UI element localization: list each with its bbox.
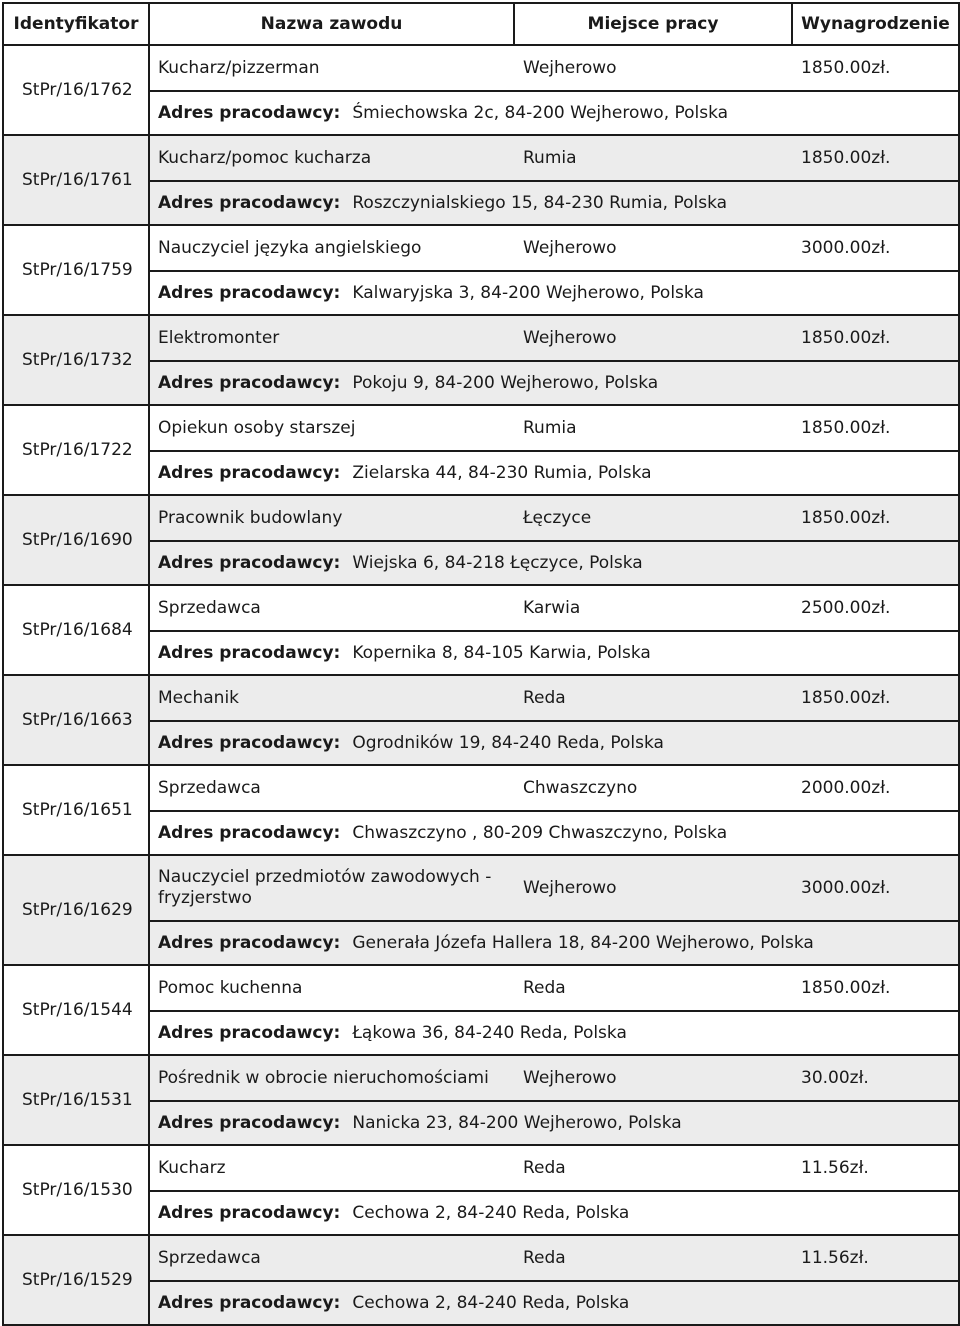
table-row — [3, 855, 959, 965]
address-label: Adres pracodawcy: — [158, 373, 341, 393]
offer-job-title: Sprzedawca — [158, 1247, 261, 1268]
offer-job-title: Sprzedawca — [158, 597, 261, 618]
offer-job-title: Pracownik budowlany — [158, 507, 343, 528]
offer-address-line — [150, 812, 958, 854]
header-id: Identyfikator — [3, 3, 149, 45]
table-row — [3, 1235, 959, 1325]
offer-location: Reda — [523, 1158, 566, 1178]
offer-address: Kalwaryjska 3, 84-200 Wejherowo, Polska — [352, 283, 704, 303]
offer-job-title: Kucharz — [158, 1157, 226, 1178]
offer-address-line — [150, 632, 958, 674]
offer-address-line — [150, 922, 958, 964]
address-label: Adres pracodawcy: — [158, 193, 341, 213]
table-row — [3, 45, 959, 135]
offer-main-line — [150, 1146, 958, 1192]
table-row — [3, 1055, 959, 1145]
offer-salary: 1850.00zł. — [801, 328, 891, 348]
offer-id: StPr/16/1530 — [3, 1145, 149, 1235]
offer-location: Rumia — [523, 418, 577, 438]
offer-id: StPr/16/1761 — [3, 135, 149, 225]
offer-location: Chwaszczyno — [523, 778, 638, 798]
offer-main-line — [150, 1236, 958, 1282]
offer-address-line — [150, 452, 958, 494]
offer-id: StPr/16/1690 — [3, 495, 149, 585]
offer-address-line — [150, 722, 958, 764]
offer-address: Roszczynialskiego 15, 84-230 Rumia, Polska — [352, 193, 728, 213]
offer-address: Chwaszczyno , 80-209 Chwaszczyno, Polska — [352, 823, 728, 843]
table-row — [3, 1145, 959, 1235]
offer-job-title: Kucharz/pizzerman — [158, 57, 320, 78]
address-label: Adres pracodawcy: — [158, 933, 341, 953]
offer-location: Wejherowo — [523, 58, 617, 78]
offer-location: Rumia — [523, 148, 577, 168]
offer-location: Reda — [523, 1248, 566, 1268]
offer-salary: 1850.00zł. — [801, 508, 891, 528]
offer-address: Śmiechowska 2c, 84-200 Wejherowo, Polska — [352, 103, 729, 123]
offer-id: StPr/16/1651 — [3, 765, 149, 855]
offer-address: Nanicka 23, 84-200 Wejherowo, Polska — [352, 1113, 682, 1133]
table-row — [3, 765, 959, 855]
address-label: Adres pracodawcy: — [158, 1023, 341, 1043]
address-label: Adres pracodawcy: — [158, 463, 341, 483]
offer-main-line — [150, 136, 958, 182]
offer-id: StPr/16/1663 — [3, 675, 149, 765]
offer-main-line — [150, 496, 958, 542]
offer-address-line — [150, 1102, 958, 1144]
offer-address: Cechowa 2, 84-240 Reda, Polska — [352, 1293, 630, 1313]
address-label: Adres pracodawcy: — [158, 1203, 341, 1223]
address-label: Adres pracodawcy: — [158, 823, 341, 843]
table-row — [3, 965, 959, 1055]
offer-address-line — [150, 1012, 958, 1054]
offer-main-line — [150, 406, 958, 452]
offer-salary: 11.56zł. — [801, 1248, 869, 1268]
offer-job-title: Nauczyciel przedmiotów zawodowych - fryzjerstwo — [158, 867, 492, 908]
offer-location: Łęczyce — [523, 508, 592, 528]
offer-salary: 1850.00zł. — [801, 418, 891, 438]
offer-address: Cechowa 2, 84-240 Reda, Polska — [352, 1203, 630, 1223]
offer-address-line — [150, 272, 958, 314]
offer-salary: 11.56zł. — [801, 1158, 869, 1178]
offer-address: Łąkowa 36, 84-240 Reda, Polska — [352, 1023, 627, 1043]
offer-id: StPr/16/1684 — [3, 585, 149, 675]
offer-main-line — [150, 676, 958, 722]
offer-id: StPr/16/1759 — [3, 225, 149, 315]
offer-salary: 2000.00zł. — [801, 778, 891, 798]
offer-address: Zielarska 44, 84-230 Rumia, Polska — [352, 463, 652, 483]
offer-salary: 3000.00zł. — [801, 238, 891, 258]
offer-job-title: Kucharz/pomoc kucharza — [158, 147, 372, 168]
offer-location: Wejherowo — [523, 1068, 617, 1088]
offer-address-line — [150, 1282, 958, 1324]
offer-location: Wejherowo — [523, 878, 617, 898]
table-row — [3, 315, 959, 405]
offer-address-line — [150, 182, 958, 224]
header-job: Nazwa zawodu — [150, 4, 515, 44]
offer-main-line — [150, 586, 958, 632]
offer-address-line — [150, 542, 958, 584]
offer-id: StPr/16/1531 — [3, 1055, 149, 1145]
job-offers-body — [3, 45, 959, 1325]
offer-main-line — [150, 316, 958, 362]
offer-address-line — [150, 362, 958, 404]
offer-address: Ogrodników 19, 84-240 Reda, Polska — [352, 733, 664, 753]
offer-salary: 1850.00zł. — [801, 978, 891, 998]
header-salary: Wynagrodzenie — [801, 14, 950, 34]
header-location: Miejsce pracy — [515, 4, 793, 44]
table-row — [3, 225, 959, 315]
table-row — [3, 495, 959, 585]
address-label: Adres pracodawcy: — [158, 283, 341, 303]
offer-job-title: Sprzedawca — [158, 777, 261, 798]
table-row — [3, 135, 959, 225]
offer-main-line — [150, 46, 958, 92]
table-row — [3, 585, 959, 675]
address-label: Adres pracodawcy: — [158, 643, 341, 663]
offer-location: Karwia — [523, 598, 581, 618]
table-row — [3, 405, 959, 495]
offer-id: StPr/16/1732 — [3, 315, 149, 405]
job-offers-table — [2, 2, 960, 1326]
offer-salary: 1850.00zł. — [801, 148, 891, 168]
offer-id: StPr/16/1722 — [3, 405, 149, 495]
address-label: Adres pracodawcy: — [158, 1293, 341, 1313]
offer-job-title: Nauczyciel języka angielskiego — [158, 237, 422, 258]
offer-job-title: Mechanik — [158, 687, 240, 708]
offer-main-line — [150, 856, 958, 922]
offer-salary: 30.00zł. — [801, 1068, 869, 1088]
offer-main-line — [150, 226, 958, 272]
table-row — [3, 675, 959, 765]
address-label: Adres pracodawcy: — [158, 1113, 341, 1133]
offer-location: Reda — [523, 688, 566, 708]
offer-salary: 1850.00zł. — [801, 688, 891, 708]
offer-job-title: Pośrednik w obrocie nieruchomościami — [158, 1067, 489, 1088]
offer-location: Reda — [523, 978, 566, 998]
offer-job-title: Elektromonter — [158, 327, 280, 348]
offer-address-line — [150, 92, 958, 134]
offer-main-line — [150, 1056, 958, 1102]
offer-salary: 1850.00zł. — [801, 58, 891, 78]
address-label: Adres pracodawcy: — [158, 553, 341, 573]
offer-address: Wiejska 6, 84-218 Łęczyce, Polska — [352, 553, 643, 573]
offer-job-title: Opiekun osoby starszej — [158, 417, 356, 438]
offer-salary: 2500.00zł. — [801, 598, 891, 618]
offer-salary: 3000.00zł. — [801, 878, 891, 898]
offer-id: StPr/16/1629 — [3, 855, 149, 965]
job-offers-sheet — [2, 2, 958, 1326]
offer-address-line — [150, 1192, 958, 1234]
address-label: Adres pracodawcy: — [158, 103, 341, 123]
address-label: Adres pracodawcy: — [158, 733, 341, 753]
offer-location: Wejherowo — [523, 238, 617, 258]
offer-address: Generała Józefa Hallera 18, 84-200 Wejherowo, Polska — [352, 933, 814, 953]
offer-id: StPr/16/1529 — [3, 1235, 149, 1325]
offer-id: StPr/16/1544 — [3, 965, 149, 1055]
offer-main-line — [150, 766, 958, 812]
table-header-row — [3, 3, 959, 45]
offer-address: Pokoju 9, 84-200 Wejherowo, Polska — [352, 373, 659, 393]
offer-location: Wejherowo — [523, 328, 617, 348]
offer-main-line — [150, 966, 958, 1012]
offer-job-title: Pomoc kuchenna — [158, 977, 303, 998]
offer-address: Kopernika 8, 84-105 Karwia, Polska — [352, 643, 651, 663]
offer-id: StPr/16/1762 — [3, 45, 149, 135]
